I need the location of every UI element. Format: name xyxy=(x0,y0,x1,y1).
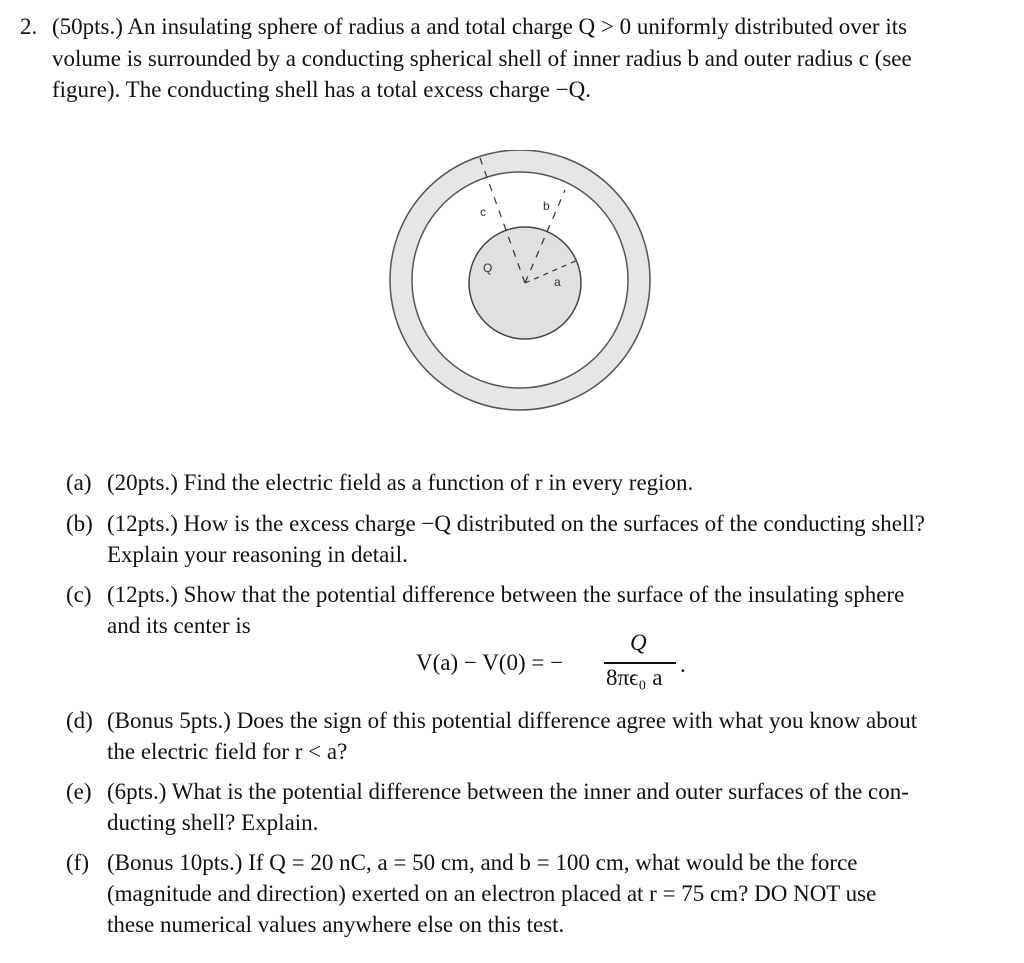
equation-numerator: Q xyxy=(630,630,647,655)
part-f-line-3: these numerical values anywhere else on this test. xyxy=(107,912,565,937)
fraction-bar xyxy=(604,662,676,664)
part-d-tag: (d) xyxy=(66,708,93,733)
part-f-line-2: (magnitude and direction) exerted on an electron placed at r = 75 cm? DO NOT use xyxy=(107,881,877,906)
equation-lhs: V(a) − V(0) = − xyxy=(416,650,564,675)
equation-denominator: 8πϵ₀ a xyxy=(606,665,663,690)
problem-statement-line-3: figure). The conducting shell has a total excess charge −Q. xyxy=(52,77,592,102)
part-c-line-1: (12pts.) Show that the potential difference between the surface of the insulating sphere xyxy=(107,582,905,607)
label-a: a xyxy=(554,275,561,289)
part-b-line-1: (12pts.) How is the excess charge −Q distributed on the surfaces of the conducting shell? xyxy=(107,511,925,536)
part-e-line-1: (6pts.) What is the potential difference between the inner and outer surfaces of the con- xyxy=(107,779,909,804)
problem-number: 2. xyxy=(20,14,38,39)
part-b-line-2: Explain your reasoning in detail. xyxy=(107,542,408,567)
problem-statement-line-1: (50pts.) An insulating sphere of radius a and total charge Q > 0 uniformly distributed over its xyxy=(52,14,908,39)
part-e-line-2: ducting shell? Explain. xyxy=(107,810,319,835)
part-f-line-1: (Bonus 10pts.) If Q = 20 nC, a = 50 cm, and b = 100 cm, what would be the force xyxy=(107,850,858,875)
part-e-tag: (e) xyxy=(66,779,92,804)
part-c-tag: (c) xyxy=(66,582,92,607)
part-c-line-2: and its center is xyxy=(107,613,251,638)
equation-period: . xyxy=(680,652,686,677)
label-q: Q xyxy=(483,261,493,275)
part-d-line-2: the electric field for r < a? xyxy=(107,739,348,764)
sphere-shell-figure xyxy=(380,150,660,430)
part-a-line-1: (20pts.) Find the electric field as a function of r in every region. xyxy=(107,470,694,495)
part-a-tag: (a) xyxy=(66,470,92,495)
problem-statement-line-2: volume is surrounded by a conducting spherical shell of inner radius b and outer radius c (see xyxy=(52,46,912,71)
part-b-tag: (b) xyxy=(66,511,93,536)
part-f-tag: (f) xyxy=(66,850,89,875)
part-d-line-1: (Bonus 5pts.) Does the sign of this potential difference agree with what you know about xyxy=(107,708,918,733)
label-b: b xyxy=(543,199,550,213)
label-c: c xyxy=(480,205,486,219)
